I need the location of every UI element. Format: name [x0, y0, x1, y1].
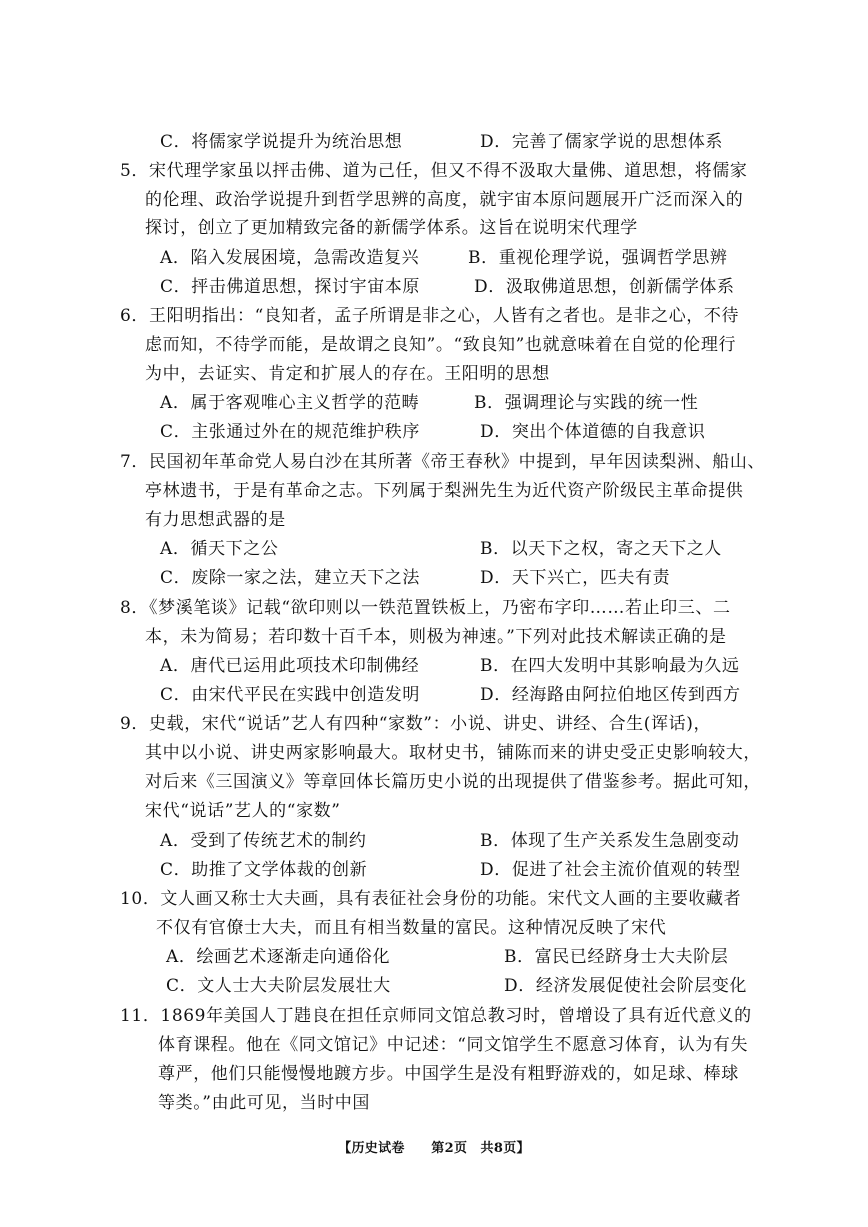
q5-stem-line-2: 的伦理、政治学说提升到哲学思辨的高度，就宇宙本原问题展开广泛而深入的 [145, 190, 744, 210]
q4-option-d: D．完善了儒家学说的思想体系 [480, 132, 724, 152]
q7-option-a: A．循天下之公 [160, 539, 279, 559]
q6-stem-line-1: 6．王阳明指出：“良知者，孟子所谓是非之心，人皆有之者也。是非之心，不待 [120, 306, 740, 326]
q11-stem-line-2: 体育课程。他在《同文馆记》中记述：“同文馆学生不愿意习体育，认为有失 [158, 1035, 749, 1055]
q6-option-d: D．突出个体道德的自我意识 [480, 422, 706, 442]
q8-option-d: D．经海路由阿拉伯地区传到西方 [480, 685, 741, 705]
q5-option-b: B．重视伦理学说，强调哲学思辨 [468, 248, 728, 268]
q8-option-c: C．由宋代平民在实践中创造发明 [160, 685, 421, 705]
q6-stem-line-2: 虑而知，不待学而能，是故谓之良知”。“致良知”也就意味着在自觉的伦理行 [145, 335, 737, 355]
q10-option-b: B．富民已经跻身士大夫阶层 [504, 947, 729, 967]
q7-option-d: D．天下兴亡，匹夫有责 [480, 568, 671, 588]
q9-stem-line-3: 对后来《三国演义》等章回体长篇历史小说的出现提供了借鉴参考。据此可知， [145, 772, 761, 792]
q6-option-a: A．属于客观唯心主义哲学的范畴 [160, 393, 420, 413]
q8-stem-line-2: 本，未为简易；若印数十百千本，则极为神速。”下列对此技术解读正确的是 [145, 627, 727, 647]
q7-stem-line-3: 有力思想武器的是 [145, 510, 286, 530]
q8-stem-line-1: 8．《梦溪笔谈》记载“欲印则以一铁范置铁板上，乃密布字印……若止印三、二 [120, 598, 731, 618]
q10-option-c: C．文人士大夫阶层发展壮大 [166, 976, 391, 996]
q9-stem-line-2: 其中以小说、讲史两家影响最大。取材史书，铺陈而来的讲史受正史影响较大， [145, 743, 761, 763]
q7-stem-line-2: 亭林遗书，于是有革命之志。下列属于梨洲先生为近代资产阶级民主革命提供 [145, 481, 744, 501]
q11-stem-line-3: 尊严，他们只能慢慢地踱方步。中国学生是没有粗野游戏的，如足球、棒球 [158, 1064, 739, 1084]
page-footer: 【历史试卷 第2页 共8页】 [338, 1141, 530, 1156]
q10-option-a: A．绘画艺术逐渐走向通俗化 [166, 947, 391, 967]
q8-option-b: B．在四大发明中其影响最为久远 [480, 656, 740, 676]
q9-option-b: B．体现了生产关系发生急剧变动 [480, 831, 740, 851]
q10-stem-line-1: 10．文人画又称士大夫画，具有表征社会身份的功能。宋代文人画的主要收藏者 [120, 889, 742, 909]
q5-stem-line-3: 探讨，创立了更加精致完备的新儒学体系。这旨在说明宋代理学 [145, 218, 638, 238]
q8-option-a: A．唐代已运用此项技术印制佛经 [160, 656, 420, 676]
q5-option-d: D．汲取佛道思想，创新儒学体系 [474, 277, 735, 297]
q9-option-d: D．促进了社会主流价值观的转型 [480, 860, 741, 880]
q9-stem-line-1: 9．史载，宋代“说话”艺人有四种“家数”：小说、讲史、讲经、合生(诨话)， [120, 714, 712, 734]
q11-stem-line-1: 11．1869年美国人丁韪良在担任京师同文馆总教习时，曾增设了具有近代意义的 [120, 1006, 752, 1026]
q6-option-c: C．主张通过外在的规范维护秩序 [160, 422, 421, 442]
q9-option-a: A．受到了传统艺术的制约 [160, 831, 367, 851]
q10-stem-line-2: 不仅有官僚士大夫，而且有相当数量的富民。这种情况反映了宋代 [156, 918, 667, 938]
q4-option-c: C．将儒家学说提升为统治思想 [160, 132, 403, 152]
q6-stem-line-3: 为中，去证实、肯定和扩展人的存在。王阳明的思想 [145, 364, 550, 384]
q7-stem-line-1: 7．民国初年革命党人易白沙在其所著《帝王春秋》中提到，早年因读梨洲、船山、 [120, 452, 766, 472]
q5-option-c: C．抨击佛道思想，探讨宇宙本原 [160, 277, 421, 297]
q9-option-c: C．助推了文学体裁的创新 [160, 860, 368, 880]
q7-option-c: C．废除一家之法，建立天下之法 [160, 568, 421, 588]
q10-option-d: D．经济发展促使社会阶层变化 [504, 976, 748, 996]
q11-stem-line-4: 等类。”由此可见，当时中国 [158, 1093, 370, 1113]
q7-option-b: B．以天下之权，寄之天下之人 [480, 539, 722, 559]
q9-stem-line-4: 宋代“说话”艺人的“家数” [145, 801, 341, 821]
q6-option-b: B．强调理论与实践的统一性 [474, 393, 699, 413]
q5-option-a: A．陷入发展困境，急需改造复兴 [160, 248, 420, 268]
q5-stem-line-1: 5．宋代理学家虽以抨击佛、道为己任，但又不得不汲取大量佛、道思想，将儒家 [120, 161, 748, 181]
